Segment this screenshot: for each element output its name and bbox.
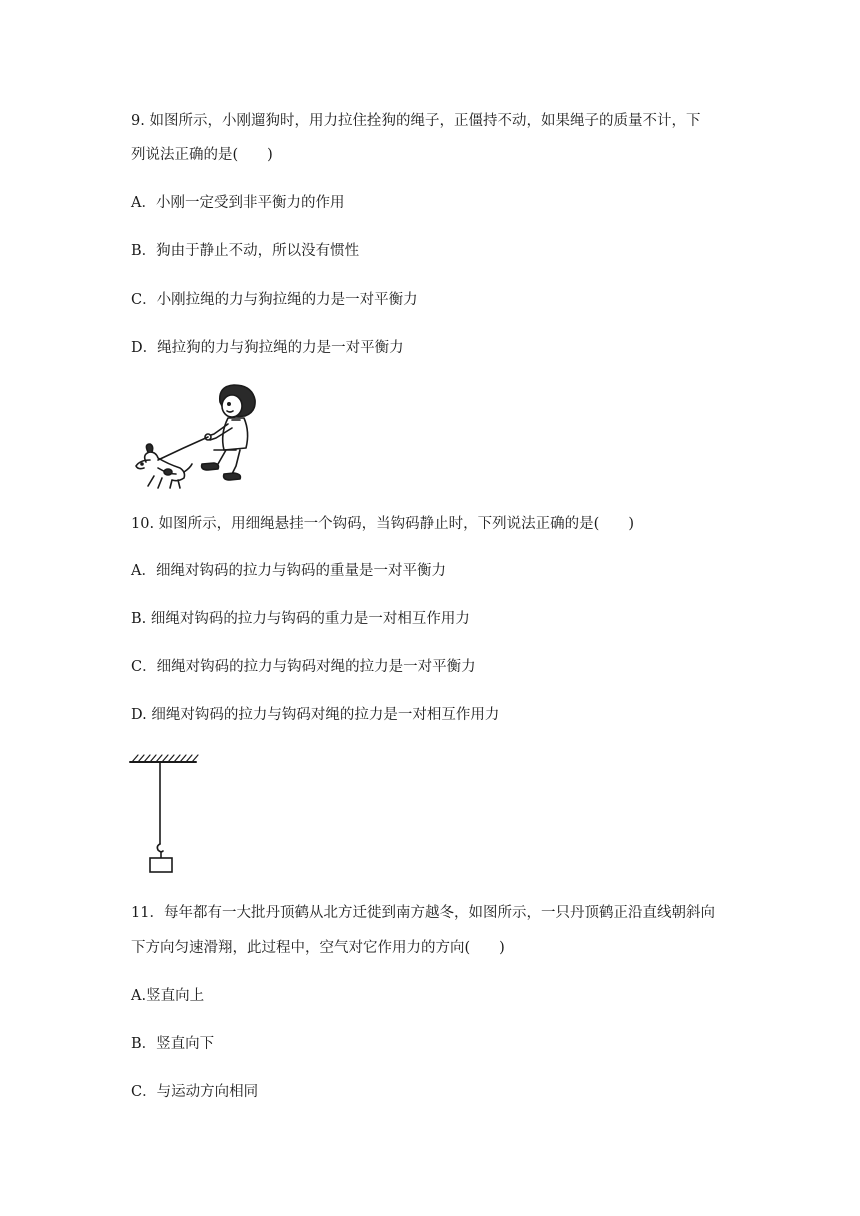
boy-walking-dog-figure — [128, 380, 268, 492]
question-9-option-c: C．小刚拉绳的力与狗拉绳的力是一对平衡力 — [131, 292, 418, 308]
question-10-stem: 10. 如图所示，用细绳悬挂一个钩码，当钩码静止时，下列说法正确的是( ) — [131, 516, 634, 532]
question-11-option-c: C．与运动方向相同 — [131, 1084, 259, 1100]
question-11-option-a: A.竖直向上 — [131, 988, 205, 1004]
question-10-option-c: C．细绳对钩码的拉力与钩码对绳的拉力是一对平衡力 — [131, 659, 476, 675]
question-11-stem-line-2: 下方向匀速滑翔，此过程中，空气对它作用力的方向( ) — [131, 940, 505, 956]
hanging-weight-figure — [126, 752, 202, 878]
question-9-option-a: A．小刚一定受到非平衡力的作用 — [131, 195, 345, 211]
question-11-option-b: B．竖直向下 — [131, 1036, 215, 1052]
question-9-stem-line-2: 列说法正确的是( ) — [131, 147, 273, 163]
question-10-option-b: B. 细绳对钩码的拉力与钩码的重力是一对相互作用力 — [131, 611, 470, 627]
question-9-stem-line-1: 9. 如图所示，小刚遛狗时，用力拉住拴狗的绳子，正僵持不动，如果绳子的质量不计，下 — [131, 113, 701, 129]
question-9-option-b: B．狗由于静止不动，所以没有惯性 — [131, 243, 360, 259]
question-10-option-d: D. 细绳对钩码的拉力与钩码对绳的拉力是一对相互作用力 — [131, 707, 500, 723]
question-9-option-d: D．绳拉狗的力与狗拉绳的力是一对平衡力 — [131, 340, 404, 356]
question-11-stem-line-1: 11．每年都有一大批丹顶鹤从北方迁徙到南方越冬，如图所示，一只丹顶鹤正沿直线朝斜向 — [131, 905, 715, 921]
question-10-option-a: A．细绳对钩码的拉力与钩码的重量是一对平衡力 — [131, 563, 446, 579]
